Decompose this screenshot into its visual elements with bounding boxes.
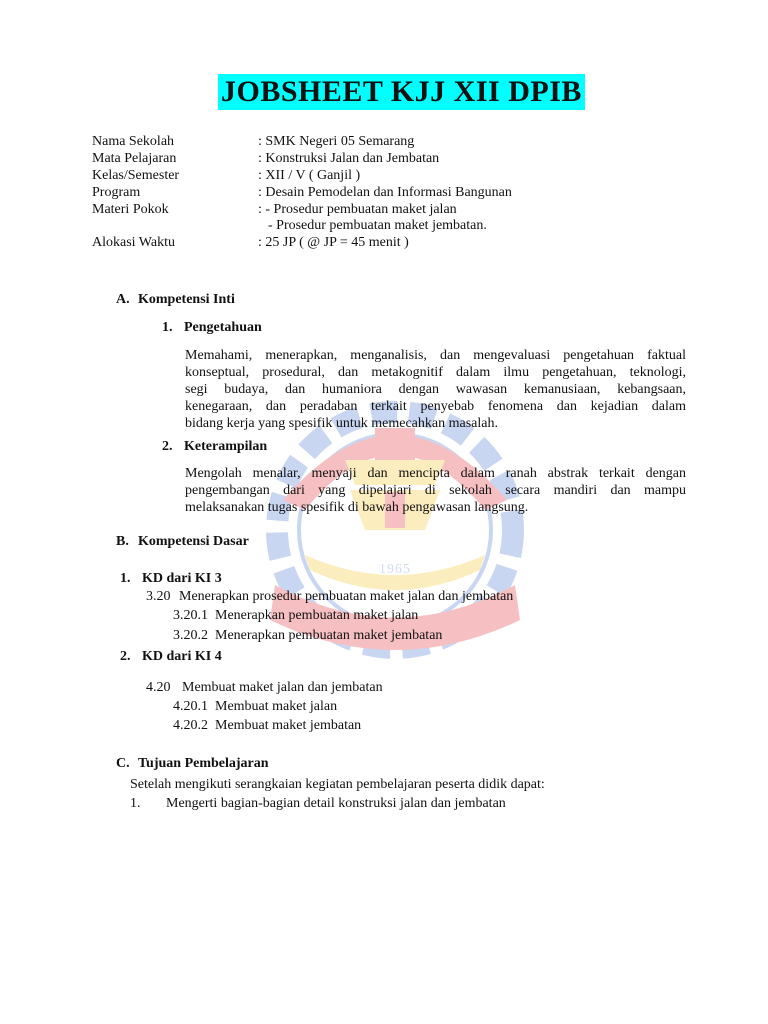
subsection-marker: 2. xyxy=(120,649,131,664)
identity-label: Nama Sekolah xyxy=(92,134,175,149)
kd-text: Membuat maket jembatan xyxy=(215,718,362,733)
paragraph-line: melaksanakan tugas spesifik di bawah pengawasan langsung. xyxy=(185,500,529,515)
kd-text: Menerapkan prosedur pembuatan maket jalan dan jembatan xyxy=(179,589,514,604)
section-title: Kompetensi Dasar xyxy=(138,534,249,549)
tujuan-text: Mengerti bagian-bagian detail konstruksi jalan dan jembatan xyxy=(166,796,506,811)
tujuan-number: 1. xyxy=(130,796,141,811)
kd-text: Menerapkan pembuatan maket jembatan xyxy=(215,628,443,643)
section-marker: A. xyxy=(116,292,130,307)
section-title: Tujuan Pembelajaran xyxy=(138,756,269,771)
paragraph-line: pengembangan dari yang dipelajari di sekolah secara mandiri dan mampu xyxy=(185,483,686,498)
kd-text: Membuat maket jalan dan jembatan xyxy=(182,680,383,695)
subsection-title: KD dari KI 4 xyxy=(142,649,222,664)
kd-item xyxy=(146,588,513,605)
kd-number: 4.20 xyxy=(146,680,171,695)
kd-subitem xyxy=(173,607,418,624)
kd-number: 3.20 xyxy=(146,589,171,604)
paragraph-line: kenegaraan, dan peradaban terkait penyebab fenomena dan kejadian dalam xyxy=(185,399,686,414)
kd-text: Menerapkan pembuatan maket jalan xyxy=(215,608,419,623)
identity-value: : XII / V ( Ganjil ) xyxy=(258,168,361,183)
identity-label: Program xyxy=(92,185,141,200)
document-title: JOBSHEET KJJ XII DPIB xyxy=(218,74,585,110)
identity-value: : 25 JP ( @ JP = 45 menit ) xyxy=(258,235,409,250)
subsection-marker: 1. xyxy=(120,571,131,586)
kd-number: 3.20.2 xyxy=(173,628,208,643)
subsection-pengetahuan-heading xyxy=(162,319,262,336)
subsection-title: Pengetahuan xyxy=(184,320,262,335)
kd-ki3-heading xyxy=(120,570,222,587)
subsection-marker: 2. xyxy=(162,439,173,454)
section-marker: C. xyxy=(116,756,130,771)
identity-value: : Desain Pemodelan dan Informasi Bangunan xyxy=(258,185,512,200)
tujuan-item xyxy=(130,795,506,812)
subsection-marker: 1. xyxy=(162,320,173,335)
kd-number: 4.20.1 xyxy=(173,699,208,714)
section-c-heading xyxy=(116,755,269,772)
subsection-title: KD dari KI 3 xyxy=(142,571,222,586)
kd-subitem xyxy=(173,717,361,734)
paragraph-line: Memahami, menerapkan, menganalisis, dan mengevaluasi pengetahuan faktual xyxy=(185,348,686,363)
paragraph-line: segi budaya, dan humaniora dengan wawasan kemanusiaan, kebangsaan, xyxy=(185,382,686,397)
pengetahuan-paragraph xyxy=(185,347,686,432)
section-title: Kompetensi Inti xyxy=(138,292,235,307)
identity-label: Mata Pelajaran xyxy=(92,151,177,166)
kd-ki4-heading xyxy=(120,648,222,665)
identity-value: : SMK Negeri 05 Semarang xyxy=(258,134,415,149)
kd-subitem xyxy=(173,698,337,715)
paragraph-line: bidang kerja yang spesifik untuk memecahkan masalah. xyxy=(185,416,498,431)
kd-number: 4.20.2 xyxy=(173,718,208,733)
identity-label: Kelas/Semester xyxy=(92,168,180,183)
identity-value-continuation: - Prosedur pembuatan maket jembatan. xyxy=(268,218,487,233)
identity-value: : - Prosedur pembuatan maket jalan xyxy=(258,202,457,217)
keterampilan-paragraph xyxy=(185,465,686,516)
subsection-keterampilan-heading xyxy=(162,438,267,455)
section-b-heading xyxy=(116,533,249,550)
paragraph-line: konseptual, prosedural, dan metakognitif dalam ilmu pengetahuan, teknologi, xyxy=(185,365,686,380)
kd-subitem xyxy=(173,627,442,644)
tujuan-intro: Setelah mengikuti serangkaian kegiatan pembelajaran peserta didik dapat: xyxy=(130,777,545,792)
section-a-heading xyxy=(116,291,235,308)
identity-value: : Konstruksi Jalan dan Jembatan xyxy=(258,151,440,166)
subsection-title: Keterampilan xyxy=(184,439,268,454)
kd-text: Membuat maket jalan xyxy=(215,699,338,714)
paragraph-line: Mengolah menalar, menyaji dan mencipta dalam ranah abstrak terkait dengan xyxy=(185,466,686,481)
kd-number: 3.20.1 xyxy=(173,608,208,623)
identity-label: Alokasi Waktu xyxy=(92,235,175,250)
kd-item xyxy=(146,679,383,696)
identity-label: Materi Pokok xyxy=(92,202,169,217)
section-marker: B. xyxy=(116,534,129,549)
logo-year: 1965 xyxy=(379,562,411,577)
